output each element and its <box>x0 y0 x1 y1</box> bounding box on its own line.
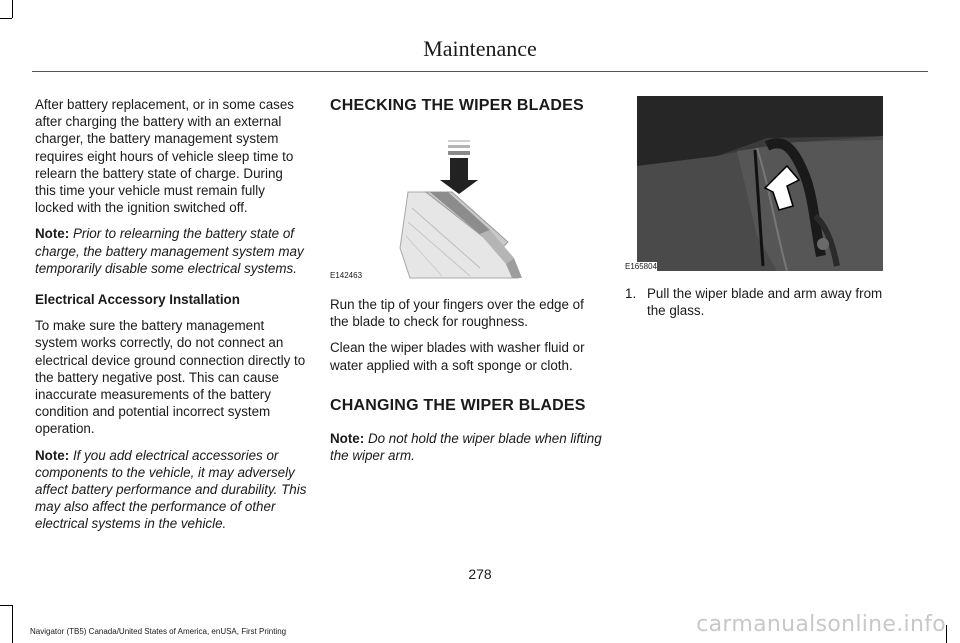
column-right <box>625 96 897 319</box>
wiper-blade-figure <box>330 130 602 280</box>
column-middle <box>330 96 602 473</box>
page-title: Maintenance <box>423 36 537 61</box>
page-number: 278 <box>468 566 492 582</box>
paragraph-battery-relearn: After battery replacement, or in some cases after charging the battery with an external charger, the battery management system requires eight hours of vehicle sleep time to relearn the battery state of charge. During this time your vehicle must remain fully locked with the ignition switched off. <box>35 97 294 216</box>
wiper-arm-photo-image <box>637 96 883 271</box>
step-text: Pull the wiper blade and arm away from the glass. <box>647 286 883 319</box>
note-text: If you add electrical accessories or components to the vehicle, it may adversely affect battery performance and durability. This may also affect the performance of other electrical systems in the vehicle. <box>35 447 307 532</box>
wiper-arm-photo <box>625 96 883 271</box>
watermark: carmanualsonline.info <box>696 612 946 637</box>
note-label: Note: <box>35 447 70 463</box>
header-rule <box>32 71 928 72</box>
note-relearn <box>35 225 307 277</box>
note-wiper-arm <box>330 430 602 464</box>
footer-text: Navigator (TB5) Canada/United States of America, enUSA, First Printing <box>30 627 287 636</box>
figure-label: E165804 <box>625 262 658 271</box>
note-accessories <box>35 447 307 533</box>
subheading-accessory: Electrical Accessory Installation <box>35 292 240 308</box>
note-label: Note: <box>35 226 70 242</box>
step-item <box>625 285 897 319</box>
step-number: 1. <box>625 286 637 301</box>
crop-mark <box>12 605 13 643</box>
crop-mark <box>12 0 13 18</box>
wiper-blade-illustration <box>330 130 602 280</box>
section-heading-checking: CHECKING THE WIPER BLADES <box>330 97 584 114</box>
paragraph-roughness: Run the tip of your fingers over the edge of the blade to check for roughness. <box>330 297 584 330</box>
section-heading-changing: CHANGING THE WIPER BLADES <box>330 396 586 414</box>
crop-mark <box>946 625 947 643</box>
paragraph-accessory: To make sure the battery management system works correctly, do not connect an electrical device ground connection directly to the battery negative post. This can cause inaccurate measurements of the battery condition and potential incorrect system operation. <box>35 318 306 437</box>
note-label: Note: <box>330 430 365 446</box>
paragraph-clean: Clean the wiper blades with washer fluid or water applied with a soft sponge or cloth. <box>330 340 585 373</box>
note-text: Do not hold the wiper blade when lifting the wiper arm. <box>330 430 602 464</box>
column-left <box>35 96 307 542</box>
note-text: Prior to relearning the battery state of charge, the battery management system may temporarily disable some electrical systems. <box>35 226 304 276</box>
figure-label: E142463 <box>330 271 363 280</box>
crop-mark <box>0 18 12 19</box>
crop-mark <box>0 605 12 606</box>
